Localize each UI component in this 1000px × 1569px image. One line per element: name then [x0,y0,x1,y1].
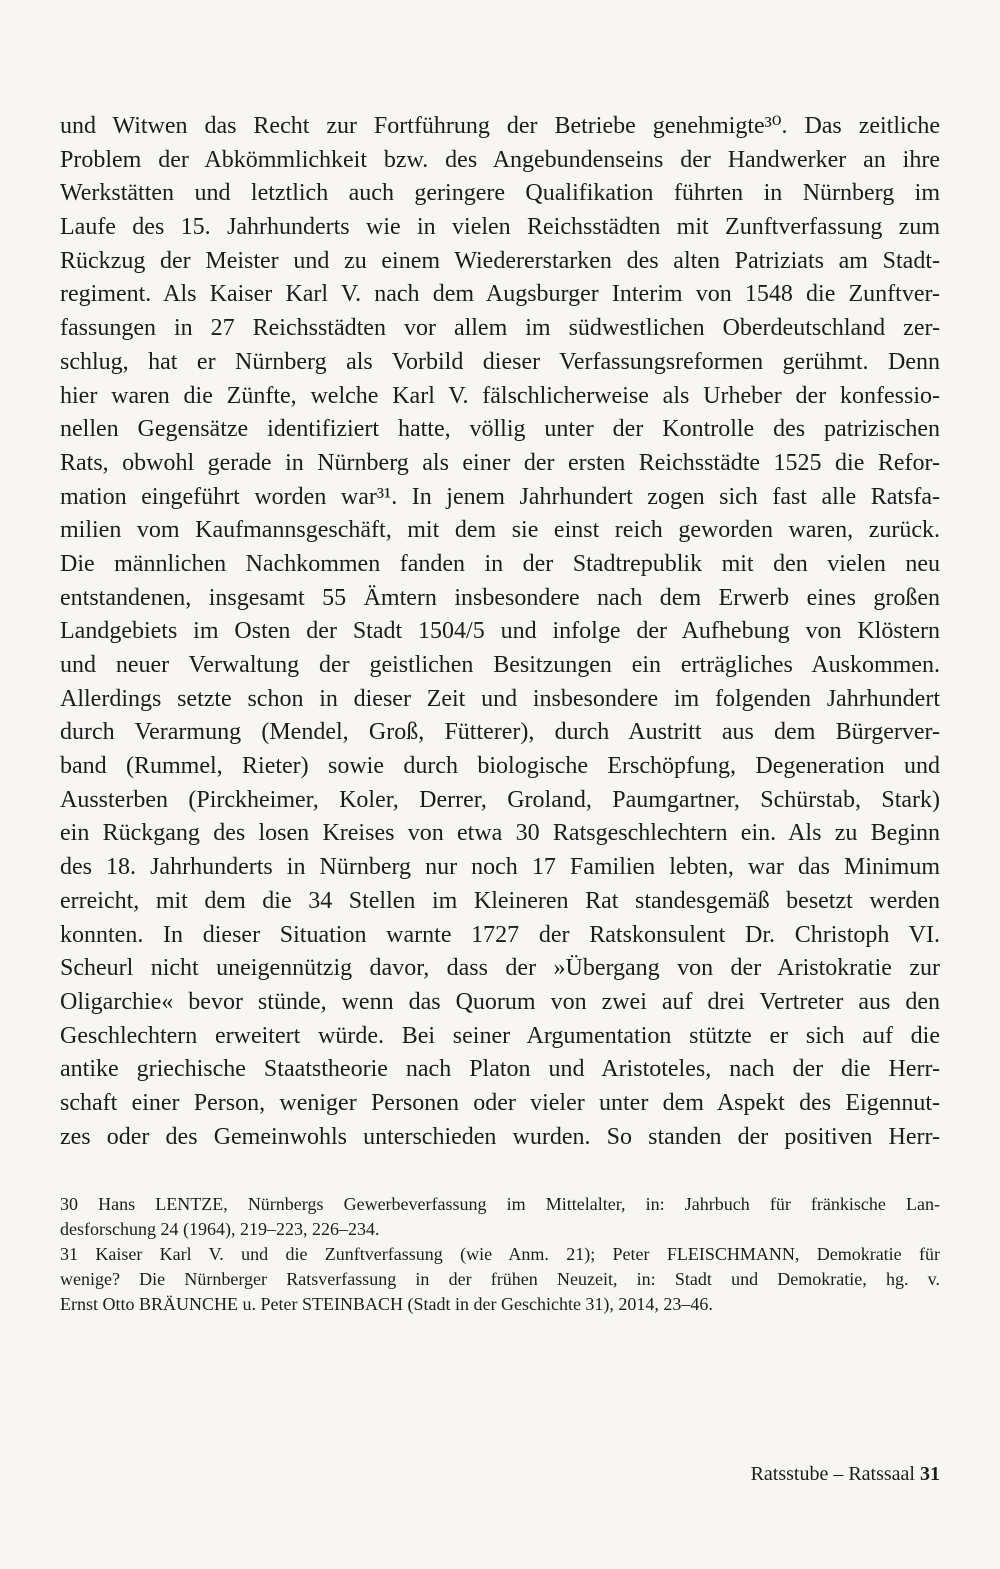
page-footer [751,1462,940,1486]
body-line: und Witwen das Recht zur Fortführung der Betriebe genehmigte³⁰. Das zeitliche [60,113,940,139]
body-line: schlug, hat er Nürnberg als Vorbild dieser Verfassungsreformen gerühmt. Denn [60,348,940,375]
body-line: Scheurl nicht uneigennützig davor, dass der »Übergang von der Aristokratie zur [60,955,940,982]
body-line: Geschlechtern erweitert würde. Bei seiner Argumentation stützte er sich auf die [60,1022,940,1049]
body-line: entstandenen, insgesamt 55 Ämtern insbesondere nach dem Erwerb eines großen [60,584,940,611]
body-line: antike griechische Staatstheorie nach Platon und Aristoteles, nach der die Herr- [60,1056,940,1083]
body-line: Allerdings setzte schon in dieser Zeit und insbesondere im folgenden Jahrhundert [60,685,940,712]
footnote-line: desforschung 24 (1964), 219–223, 226–234. [60,1219,380,1239]
footnote-line: 30 Hans LENTZE, Nürnbergs Gewerbeverfassung im Mittelalter, in: Jahrbuch für fränkische Lan- [60,1194,940,1214]
body-line: zes oder des Gemeinwohls unterschieden wurden. So standen der positiven Herr- [60,1123,940,1150]
body-line: mation eingeführt worden war³¹. In jenem Jahrhundert zogen sich fast alle Ratsfa- [60,483,940,510]
body-line: Rückzug der Meister und zu einem Wiedererstarken des alten Patriziats am Stadt- [60,247,940,274]
footnote-line: 31 Kaiser Karl V. und die Zunftverfassung (wie Anm. 21); Peter FLEISCHMANN, Demokratie für [60,1244,940,1264]
body-line: Laufe des 15. Jahrhunderts wie in vielen Reichsstädten mit Zunftverfassung zum [60,214,940,241]
body-line: fassungen in 27 Reichsstädten vor allem im südwestlichen Oberdeutschland zer- [60,315,940,342]
footnote-line: wenige? Die Nürnberger Ratsverfassung in der frühen Neuzeit, in: Stadt und Demokratie, hg. v. [60,1269,940,1289]
body-line: erreicht, mit dem die 34 Stellen im Kleineren Rat standesgemäß besetzt werden [60,887,940,914]
body-line: regiment. Als Kaiser Karl V. nach dem Augsburger Interim von 1548 die Zunftver- [60,281,940,308]
body-line: konnten. In dieser Situation warnte 1727 der Ratskonsulent Dr. Christoph VI. [60,921,940,948]
body-line: durch Verarmung (Mendel, Groß, Fütterer), durch Austritt aus dem Bürgerver- [60,719,940,746]
body-line: Rats, obwohl gerade in Nürnberg als einer der ersten Reichsstädte 1525 die Refor- [60,449,940,476]
body-line: milien vom Kaufmannsgeschäft, mit dem sie einst reich geworden waren, zurück. [60,517,940,544]
body-line: Die männlichen Nachkommen fanden in der Stadtrepublik mit den vielen neu [60,550,940,577]
body-line: Aussterben (Pirckheimer, Koler, Derrer, Groland, Paumgartner, Schürstab, Stark) [60,786,940,813]
body-line: Landgebiets im Osten der Stadt 1504/5 und infolge der Aufhebung von Klöstern [60,618,940,645]
body-line: des 18. Jahrhunderts in Nürnberg nur noch 17 Familien lebten, war das Minimum [60,854,940,881]
footnotes [60,1192,940,1317]
body-line: hier waren die Zünfte, welche Karl V. fälschlicherweise als Urheber der konfessio- [60,382,940,409]
body-line: Werkstätten und letztlich auch geringere Qualifikation führten in Nürnberg im [60,180,940,207]
body-line: schaft einer Person, weniger Personen oder vieler unter dem Aspekt des Eigennut- [60,1089,940,1116]
footnote-line: Ernst Otto BRÄUNCHE u. Peter STEINBACH (Stadt in der Geschichte 31), 2014, 23–46. [60,1294,713,1314]
running-title: Ratsstube – Ratssaal [750,1463,915,1485]
body-line: Oligarchie« bevor stünde, wenn das Quorum von zwei auf drei Vertreter aus den [60,988,940,1015]
body-line: Problem der Abkömmlichkeit bzw. des Angebundenseins der Handwerker an ihre [60,146,940,173]
body-line: und neuer Verwaltung der geistlichen Besitzungen ein erträgliches Auskommen. [60,652,940,678]
body-line: band (Rummel, Rieter) sowie durch biologische Erschöpfung, Degeneration und [60,753,940,780]
body-line: nellen Gegensätze identifiziert hatte, völlig unter der Kontrolle des patrizischen [60,416,940,443]
body-text [60,110,940,1154]
body-line: ein Rückgang des losen Kreises von etwa 30 Ratsgeschlechtern ein. Als zu Beginn [60,820,940,847]
page-number: 31 [920,1463,940,1485]
